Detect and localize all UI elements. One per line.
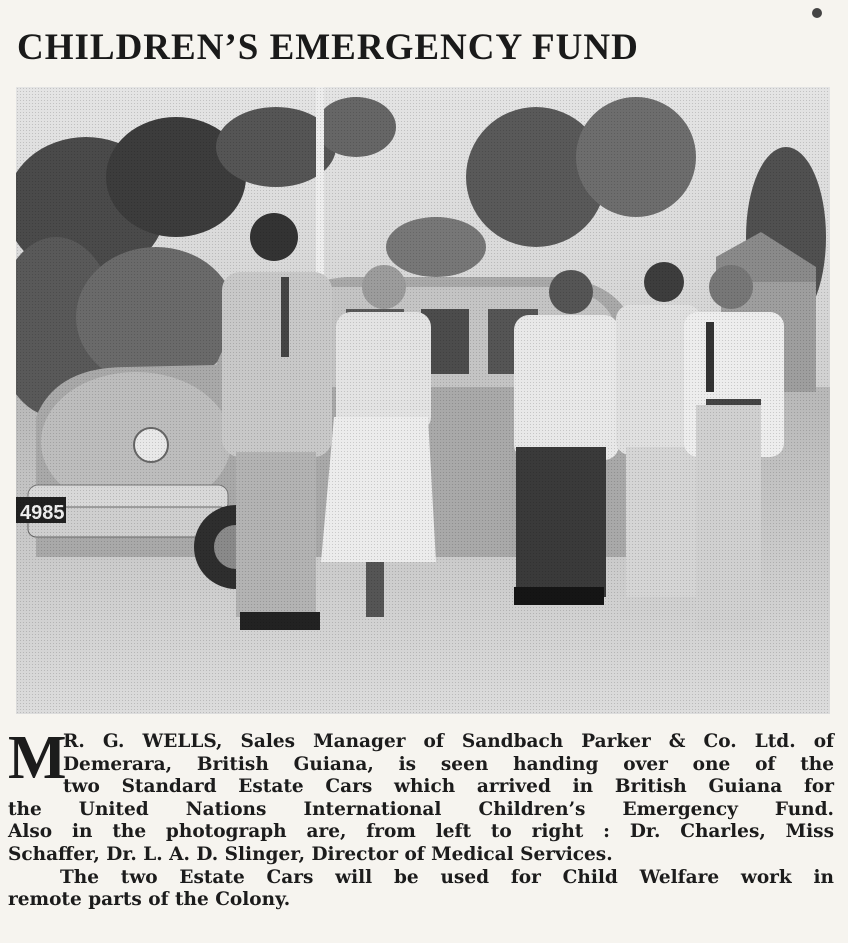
photo-caption <box>8 724 834 912</box>
caption-line: the United Nations International Children’s Emergency Fund. <box>8 798 834 820</box>
news-photograph <box>16 87 830 714</box>
paper-speck <box>812 8 822 18</box>
caption-line: remote parts of the Colony. <box>8 889 291 911</box>
caption-line: two Standard Estate Cars which arrived in British Guiana for <box>63 776 834 798</box>
caption-line: Also in the photograph are, from left to right : Dr. Charles, Miss <box>8 821 834 843</box>
drop-cap: M <box>8 724 67 792</box>
caption-line: Demerara, British Guiana, is seen handing over one of the <box>63 753 834 775</box>
headline: CHILDREN’S EMERGENCY FUND <box>17 27 639 68</box>
caption-line: R. G. WELLS, Sales Manager of Sandbach Parker & Co. Ltd. of <box>63 731 834 752</box>
caption-line: Schaffer, Dr. L. A. D. Slinger, Director of Medical Services. <box>8 843 613 865</box>
caption-line: The two Estate Cars will be used for Child Welfare work in <box>60 866 834 888</box>
halftone-overlay <box>16 87 830 714</box>
